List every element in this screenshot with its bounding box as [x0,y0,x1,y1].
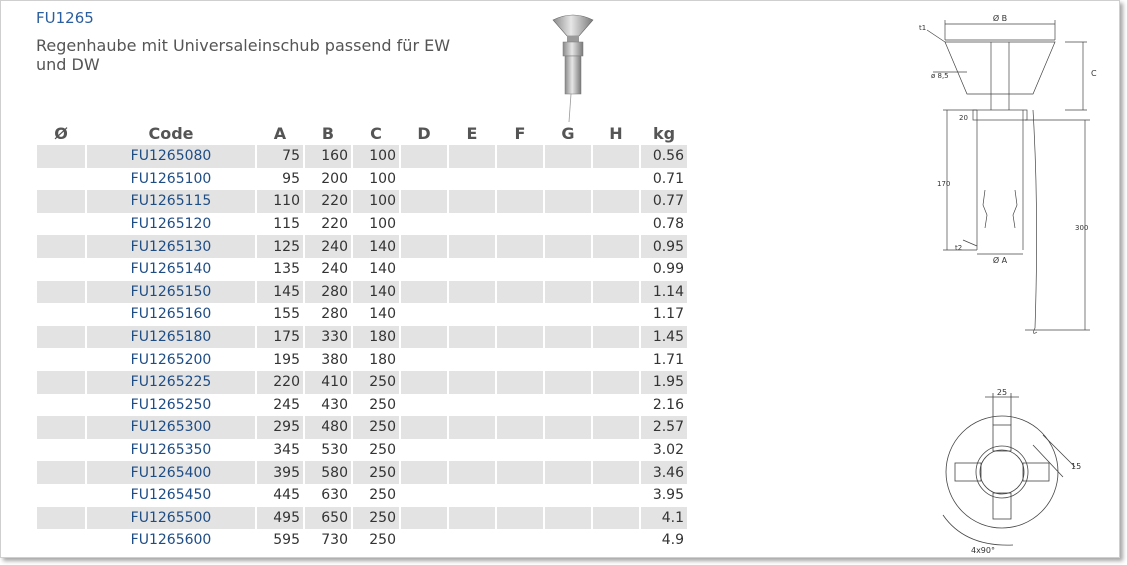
col-header-code: Code [148,124,194,143]
cell-b: 430 [321,396,348,413]
d20-label: 20 [959,114,968,122]
col-header-h: H [609,124,623,143]
cell-f [497,348,543,371]
col-header-b: B [321,124,335,143]
cell-e [449,529,495,552]
cell-b: 330 [305,326,351,349]
cell-d [401,461,447,484]
cell-e [449,303,495,326]
cell-d [401,190,447,213]
cell-diameter [37,213,85,236]
cell-e [449,484,495,507]
cell-h [593,303,639,326]
cell-g [545,371,591,394]
cell-kg: 0.95 [641,235,687,258]
cell-code[interactable]: FU1265120 [130,216,212,233]
cell-h [593,190,639,213]
cell-a: 245 [273,396,300,413]
cell-code[interactable]: FU1265600 [130,532,212,549]
cell-a: 125 [257,235,303,258]
cell-g [545,461,591,484]
d170-label: 170 [937,180,951,188]
cell-a: 295 [257,416,303,439]
cell-h [593,281,639,304]
cell-e [449,371,495,394]
cell-b: 410 [305,371,351,394]
cell-f [497,371,543,394]
cell-g [545,439,591,462]
cell-f [497,484,543,507]
cell-d [401,258,447,281]
cell-kg: 1.17 [652,306,684,323]
cell-a: 95 [282,170,300,187]
col-header-e: E [466,124,478,143]
cell-h [593,394,639,417]
top-view-drawing [935,385,1085,555]
cell-g [545,258,591,281]
table-header-row [37,122,687,145]
cell-a: 445 [273,487,300,504]
cell-a: 220 [257,371,303,394]
cell-d [401,235,447,258]
cell-h [593,235,639,258]
cell-f [497,168,543,191]
cell-c: 180 [353,326,399,349]
cell-g [545,235,591,258]
cell-diameter [37,190,85,213]
cell-b: 650 [305,507,351,530]
cell-c: 140 [369,261,396,278]
table-row [37,326,687,349]
cell-f [497,394,543,417]
cell-a: 595 [273,532,300,549]
cell-a: 495 [257,507,303,530]
table-row [37,213,687,236]
cell-f [497,190,543,213]
cell-diameter [37,529,85,552]
table-row [37,416,687,439]
cell-b: 380 [321,351,348,368]
cell-a: 145 [257,281,303,304]
d85-label: ø 8,5 [931,72,949,80]
spec-table [35,122,689,552]
cell-e [449,190,495,213]
cell-f [497,326,543,349]
cell-g [545,529,591,552]
cell-g [545,394,591,417]
cell-g [545,484,591,507]
table-row [37,235,687,258]
cell-e [449,258,495,281]
cell-a: 75 [257,145,303,168]
cell-e [449,168,495,191]
cell-c: 250 [353,416,399,439]
cell-f [497,529,543,552]
cell-e [449,235,495,258]
cell-diameter [37,507,85,530]
cell-code[interactable]: FU1265140 [130,261,212,278]
cell-e [449,326,495,349]
table-row [37,168,687,191]
col-header-d: D [417,124,431,143]
dim-a-label: Ø A [992,256,1008,265]
cell-d [401,416,447,439]
cell-diameter [37,348,85,371]
cell-diameter [37,439,85,462]
cell-kg: 0.71 [652,170,684,187]
table-row [37,348,687,371]
cell-a: 115 [273,216,300,233]
cell-c: 250 [353,371,399,394]
cell-code[interactable]: FU1265350 [130,442,212,459]
col-header-g: G [561,124,575,143]
cell-kg: 2.16 [652,396,684,413]
dim-c-label: C [1091,69,1097,78]
cell-e [449,348,495,371]
cell-b: 480 [305,416,351,439]
cell-b: 280 [321,306,348,323]
cell-b: 280 [305,281,351,304]
cell-kg: 4.1 [641,507,687,530]
cell-code[interactable]: FU1265225 [87,371,255,394]
cell-g [545,416,591,439]
cell-diameter [37,484,85,507]
cell-c: 250 [369,396,396,413]
cell-kg: 3.02 [652,442,684,459]
table-row [37,529,687,552]
cell-kg: 1.95 [641,371,687,394]
cell-diameter [37,371,85,394]
cell-g [545,168,591,191]
cell-kg: 0.78 [652,216,684,233]
cell-diameter [37,281,85,304]
cell-code[interactable]: FU1265130 [87,235,255,258]
cell-e [449,461,495,484]
table-row [37,281,687,304]
cell-f [497,235,543,258]
cell-a: 175 [257,326,303,349]
d300-label: 300 [1075,224,1089,232]
cell-d [401,213,447,236]
cell-kg: 3.46 [641,461,687,484]
cell-kg: 4.9 [661,532,684,549]
cell-d [401,281,447,304]
cell-h [593,439,639,462]
table-row [37,258,687,281]
cell-g [545,190,591,213]
cell-h [593,258,639,281]
cell-b: 580 [305,461,351,484]
col-header-a: A [273,124,287,143]
cell-b: 160 [305,145,351,168]
cell-f [497,439,543,462]
cell-d [401,371,447,394]
cell-c: 140 [353,235,399,258]
cell-h [593,529,639,552]
cell-h [593,371,639,394]
col-header-f: F [514,124,526,143]
cell-code[interactable]: FU1265250 [130,396,212,413]
cell-code[interactable]: FU1265500 [87,507,255,530]
cell-d [401,529,447,552]
cell-a: 135 [273,261,300,278]
cell-f [497,281,543,304]
cell-e [449,281,495,304]
col-header-kg: kg [652,124,676,143]
cell-e [449,507,495,530]
col-header-c: C [370,124,382,143]
cell-h [593,213,639,236]
col-header-diameter: Ø [54,124,68,143]
cell-g [545,213,591,236]
t1-label: t1 [919,24,927,32]
cell-b: 220 [305,190,351,213]
cell-a: 395 [257,461,303,484]
cell-d [401,168,447,191]
cell-g [545,303,591,326]
side-view-drawing [915,10,1095,340]
cell-c: 250 [369,532,396,549]
table-row [37,439,687,462]
cell-kg: 0.99 [652,261,684,278]
cell-b: 220 [321,216,348,233]
cell-d [401,326,447,349]
cell-kg: 0.77 [641,190,687,213]
cell-c: 100 [353,145,399,168]
table-row [37,507,687,530]
cell-c: 250 [369,442,396,459]
cell-f [497,213,543,236]
cell-kg: 1.45 [641,326,687,349]
cell-c: 140 [353,281,399,304]
cell-f [497,461,543,484]
cell-code[interactable]: FU1265150 [87,281,255,304]
cell-kg: 0.56 [641,145,687,168]
cell-e [449,394,495,417]
cell-h [593,168,639,191]
cell-d [401,484,447,507]
cell-diameter [37,416,85,439]
cell-f [497,507,543,530]
product-code-title[interactable]: FU1265 [36,9,94,27]
cell-code[interactable]: FU1265400 [87,461,255,484]
cell-g [545,348,591,371]
product-image [551,12,595,124]
cell-b: 240 [305,235,351,258]
cell-h [593,326,639,349]
cell-diameter [37,326,85,349]
cell-f [497,145,543,168]
cell-f [497,416,543,439]
cell-code[interactable]: FU1265300 [87,416,255,439]
cell-b: 530 [321,442,348,459]
cell-c: 140 [369,306,396,323]
cell-g [545,507,591,530]
cell-diameter [37,303,85,326]
table-row [37,371,687,394]
t2-label: t2 [955,244,963,252]
cell-h [593,507,639,530]
cell-code[interactable]: FU1265160 [130,306,212,323]
cell-code[interactable]: FU1265100 [130,170,212,187]
cell-a: 110 [257,190,303,213]
cell-d [401,507,447,530]
table-row [37,303,687,326]
cell-f [497,303,543,326]
cell-diameter [37,145,85,168]
table-row [37,461,687,484]
cell-e [449,416,495,439]
cell-diameter [37,394,85,417]
cell-h [593,416,639,439]
table-row [37,145,687,168]
cell-diameter [37,461,85,484]
cell-kg: 3.95 [652,487,684,504]
cell-a: 345 [273,442,300,459]
cell-b: 240 [321,261,348,278]
cell-d [401,439,447,462]
cell-g [545,281,591,304]
cell-b: 200 [321,170,348,187]
cell-e [449,145,495,168]
cell-c: 100 [369,216,396,233]
dim-25-label: 25 [996,388,1008,397]
cell-c: 100 [369,170,396,187]
cell-h [593,145,639,168]
cell-a: 155 [273,306,300,323]
cell-e [449,213,495,236]
cell-code[interactable]: FU1265450 [130,487,212,504]
cell-c: 180 [369,351,396,368]
cell-code[interactable]: FU1265115 [87,190,255,213]
cell-g [545,145,591,168]
cell-h [593,484,639,507]
cell-kg: 1.71 [652,351,684,368]
cell-code[interactable]: FU1265080 [87,145,255,168]
cell-f [497,258,543,281]
cell-d [401,348,447,371]
cell-c: 250 [353,507,399,530]
table-row [37,190,687,213]
cell-c: 100 [353,190,399,213]
table-row [37,484,687,507]
cell-e [449,439,495,462]
cell-kg: 1.14 [641,281,687,304]
cell-b: 630 [321,487,348,504]
cell-d [401,145,447,168]
dim-15-label: 15 [1071,462,1082,471]
cell-diameter [37,168,85,191]
angle-label: 4x90° [970,546,996,555]
cell-kg: 2.57 [641,416,687,439]
cell-a: 195 [273,351,300,368]
cell-c: 250 [353,461,399,484]
cell-c: 250 [369,487,396,504]
cell-b: 730 [321,532,348,549]
cell-diameter [37,258,85,281]
cell-h [593,461,639,484]
table-row [37,394,687,417]
cell-d [401,394,447,417]
product-description: Regenhaube mit Universaleinschub passend für EW und DW [36,36,451,74]
dim-b-label: Ø B [992,14,1008,23]
cell-h [593,348,639,371]
cell-diameter [37,235,85,258]
cell-code[interactable]: FU1265180 [87,326,255,349]
cell-d [401,303,447,326]
cell-code[interactable]: FU1265200 [130,351,212,368]
cell-g [545,326,591,349]
